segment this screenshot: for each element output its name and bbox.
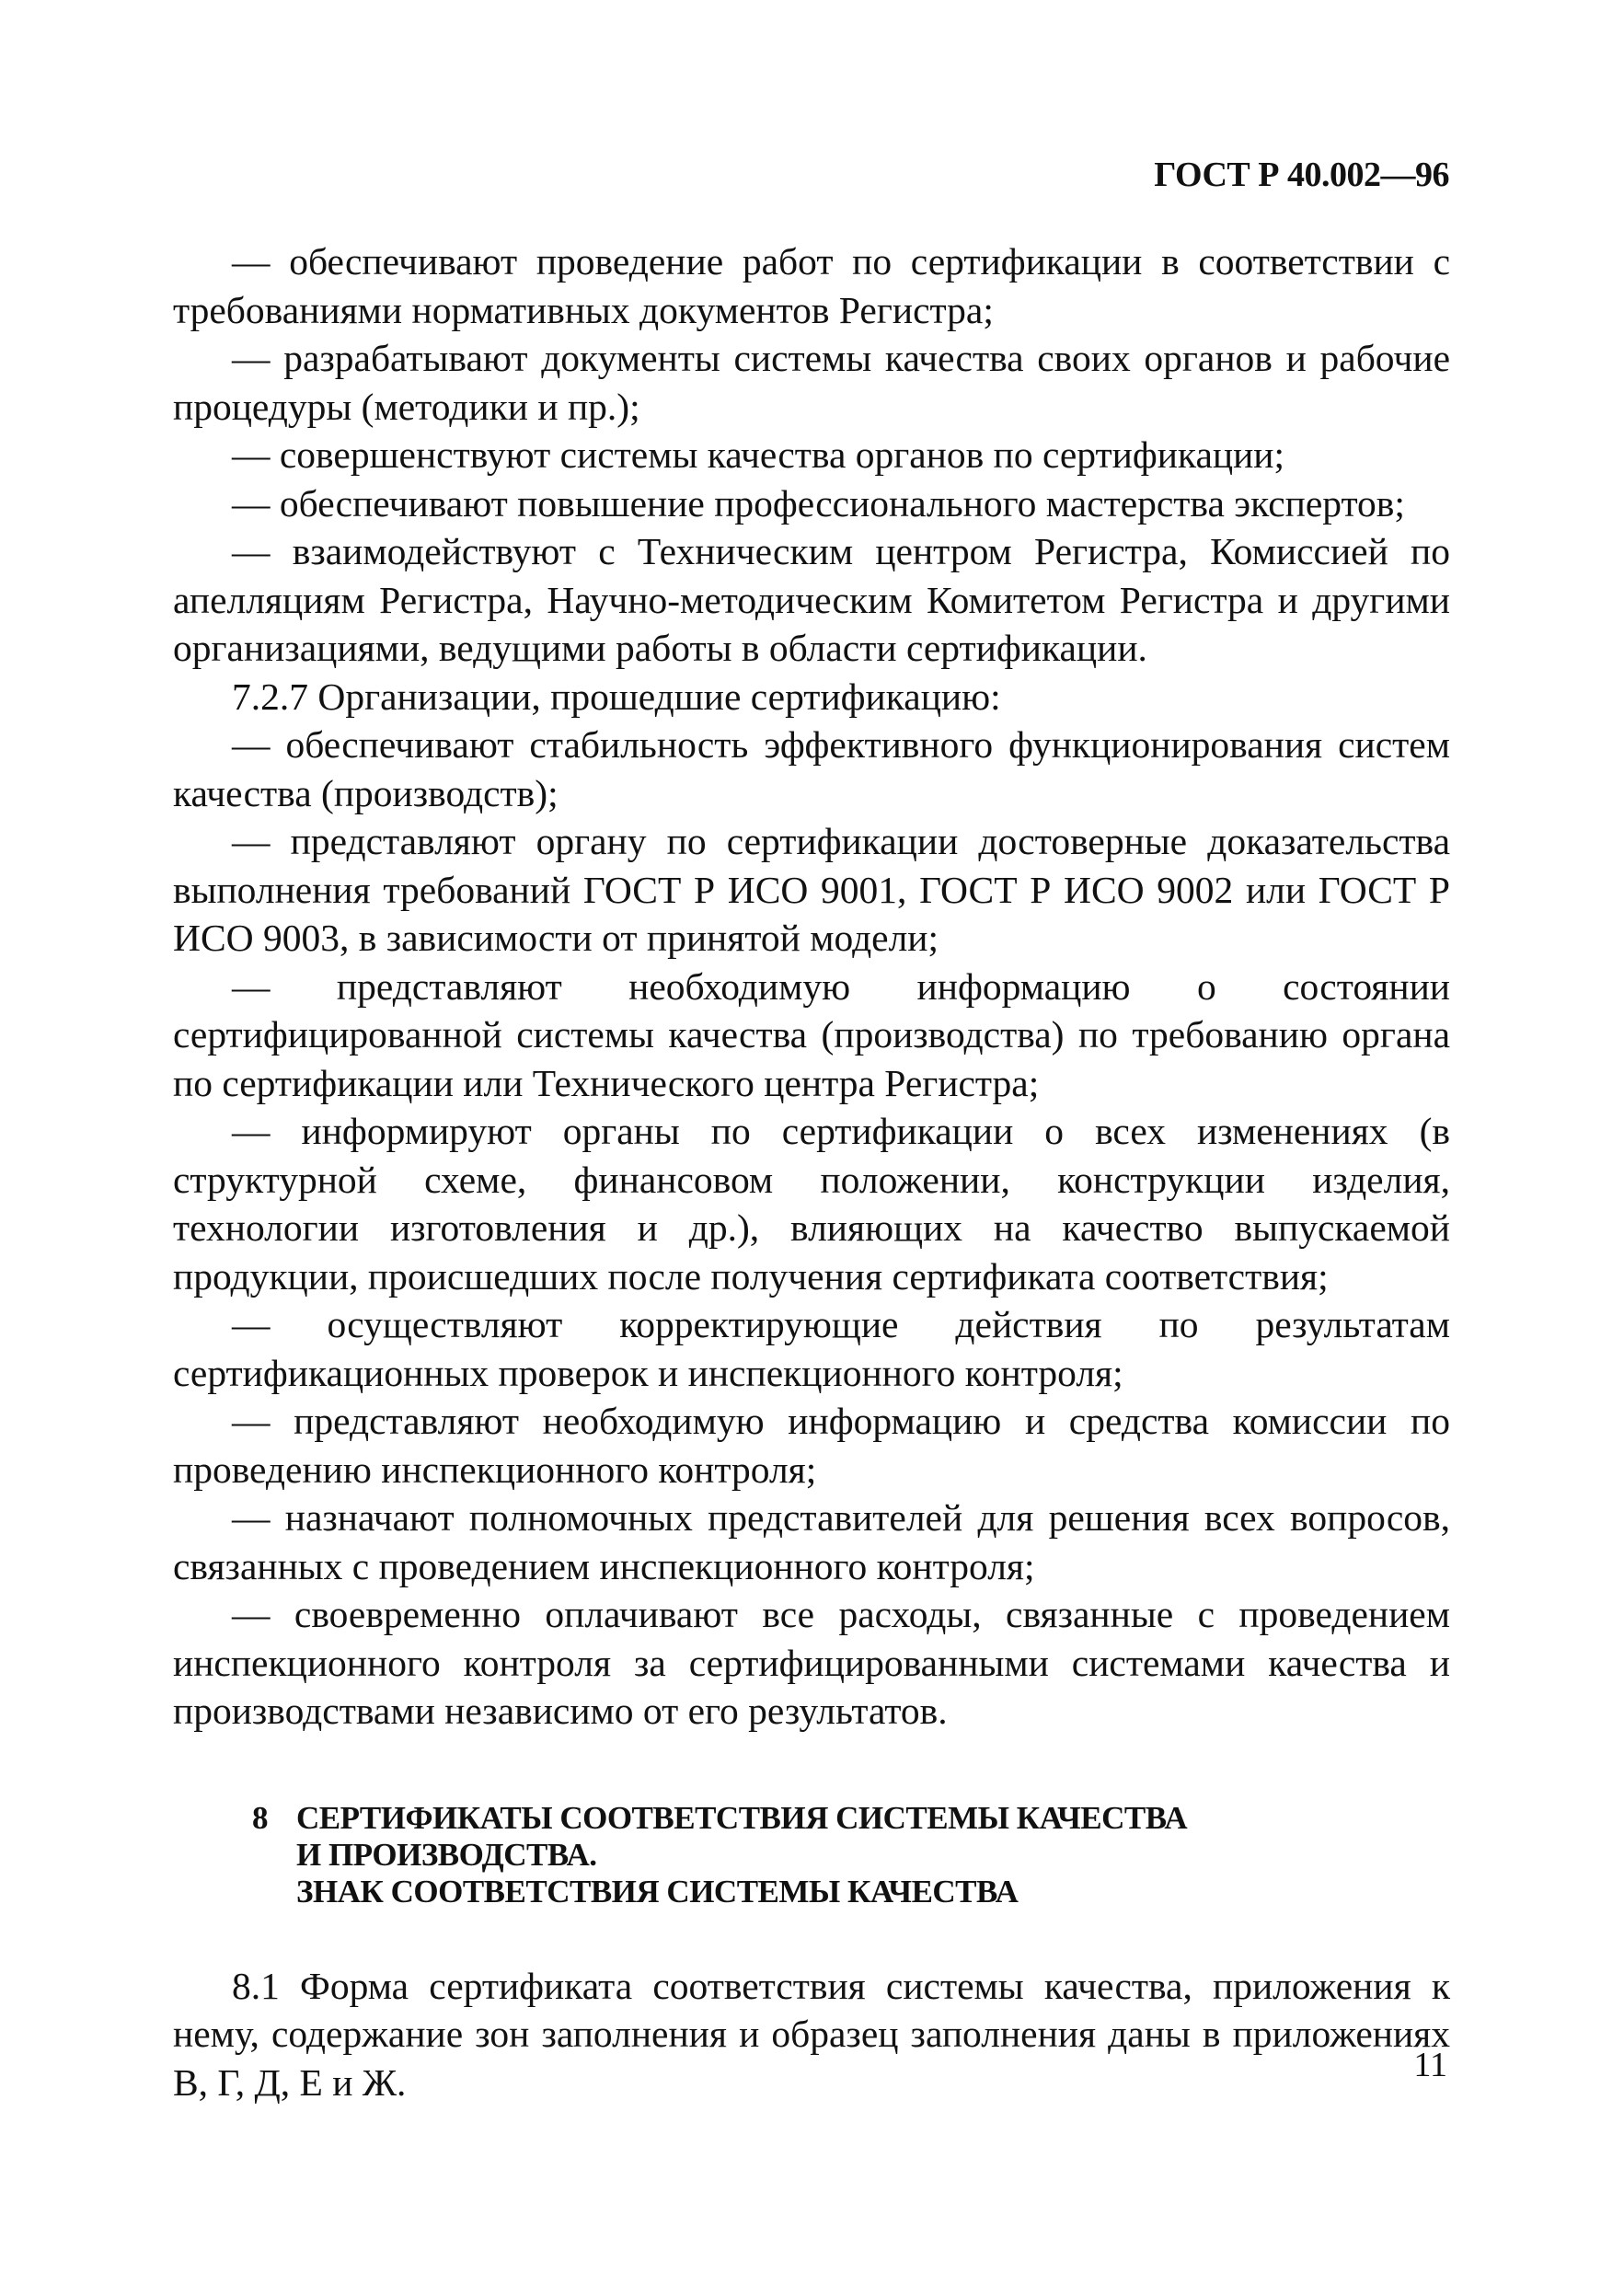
list-item: — информируют органы по сертификации о всех изменениях (в структурной схеме, финансовом положении, конструкции изделия, технологии изготовления и др.), влияющих на качество выпускаемой продукции, происшедших после получения сертификата соответствия; [173,1110,1450,1298]
list-item: — своевременно оплачивают все расходы, связанные с проведением инспекционного контроля за сертифицированными системами качества и производствами независимо от его результатов. [173,1593,1450,1732]
section-number: 8 [252,1799,268,1836]
section-heading-line-1 [252,1800,1450,1837]
clause-7-2-7-intro: 7.2.7 Организации, прошедшие сертификацию: [232,675,1001,718]
list-item: — обеспечивают повышение профессионального мастерства экспертов; [232,481,1405,525]
section-8-heading [252,1800,1450,1910]
list-item: — разрабатывают документы системы качества своих органов и рабочие процедуры (методики и пр.); [173,337,1450,428]
list-item: — обеспечивают стабильность эффективного функционирования систем качества (производств); [173,723,1450,814]
list-item: — представляют необходимую информацию о состоянии сертифицированной системы качества (производства) по требованию органа по сертификации или Технического центра Регистра; [173,964,1450,1104]
clause-8-1: 8.1 Форма сертификата соответствия системы качества, приложения к нему, содержание зон заполнения и образец заполнения даны в приложениях В, Г, Д, Е и Ж. [173,1964,1450,2104]
list-item: — обеспечивают проведение работ по сертификации в соответствии с требованиями нормативных документов Регистра; [173,240,1450,331]
section-title-part-1: СЕРТИФИКАТЫ СООТВЕТСТВИЯ СИСТЕМЫ КАЧЕСТВА [296,1799,1188,1836]
page-body [173,237,1450,2106]
list-item: — назначают полномочных представителей для решения всех вопросов, связанных с проведением инспекционного контроля; [173,1496,1450,1587]
list-item: — представляют органу по сертификации достоверные доказательства выполнения требований ГОСТ Р ИСО 9001, ГОСТ Р ИСО 9002 или ГОСТ Р ИСО 9003, в зависимости от принятой модели; [173,820,1450,959]
list-item: — представляют необходимую информацию и средства комиссии по проведению инспекционного контроля; [173,1400,1450,1491]
document-code-header: ГОСТ Р 40.002—96 [1154,156,1449,194]
section-title-part-2: И ПРОИЗВОДСТВА. [296,1836,597,1873]
list-item: — совершенствуют системы качества органов по сертификации; [232,433,1285,476]
list-item: — взаимодействуют с Техническим центром Регистра, Комиссией по апелляциям Регистра, Научно-методическим Комитетом Регистра и другими организациями, ведущими работы в области сертификации. [173,530,1450,669]
list-item: — осуществляют корректирующие действия по результатам сертификационных проверок и инспекционного контроля; [173,1303,1450,1394]
page-number: 11 [1413,2046,1447,2084]
section-title-part-3: ЗНАК СООТВЕТСТВИЯ СИСТЕМЫ КАЧЕСТВА [296,1873,1019,1909]
